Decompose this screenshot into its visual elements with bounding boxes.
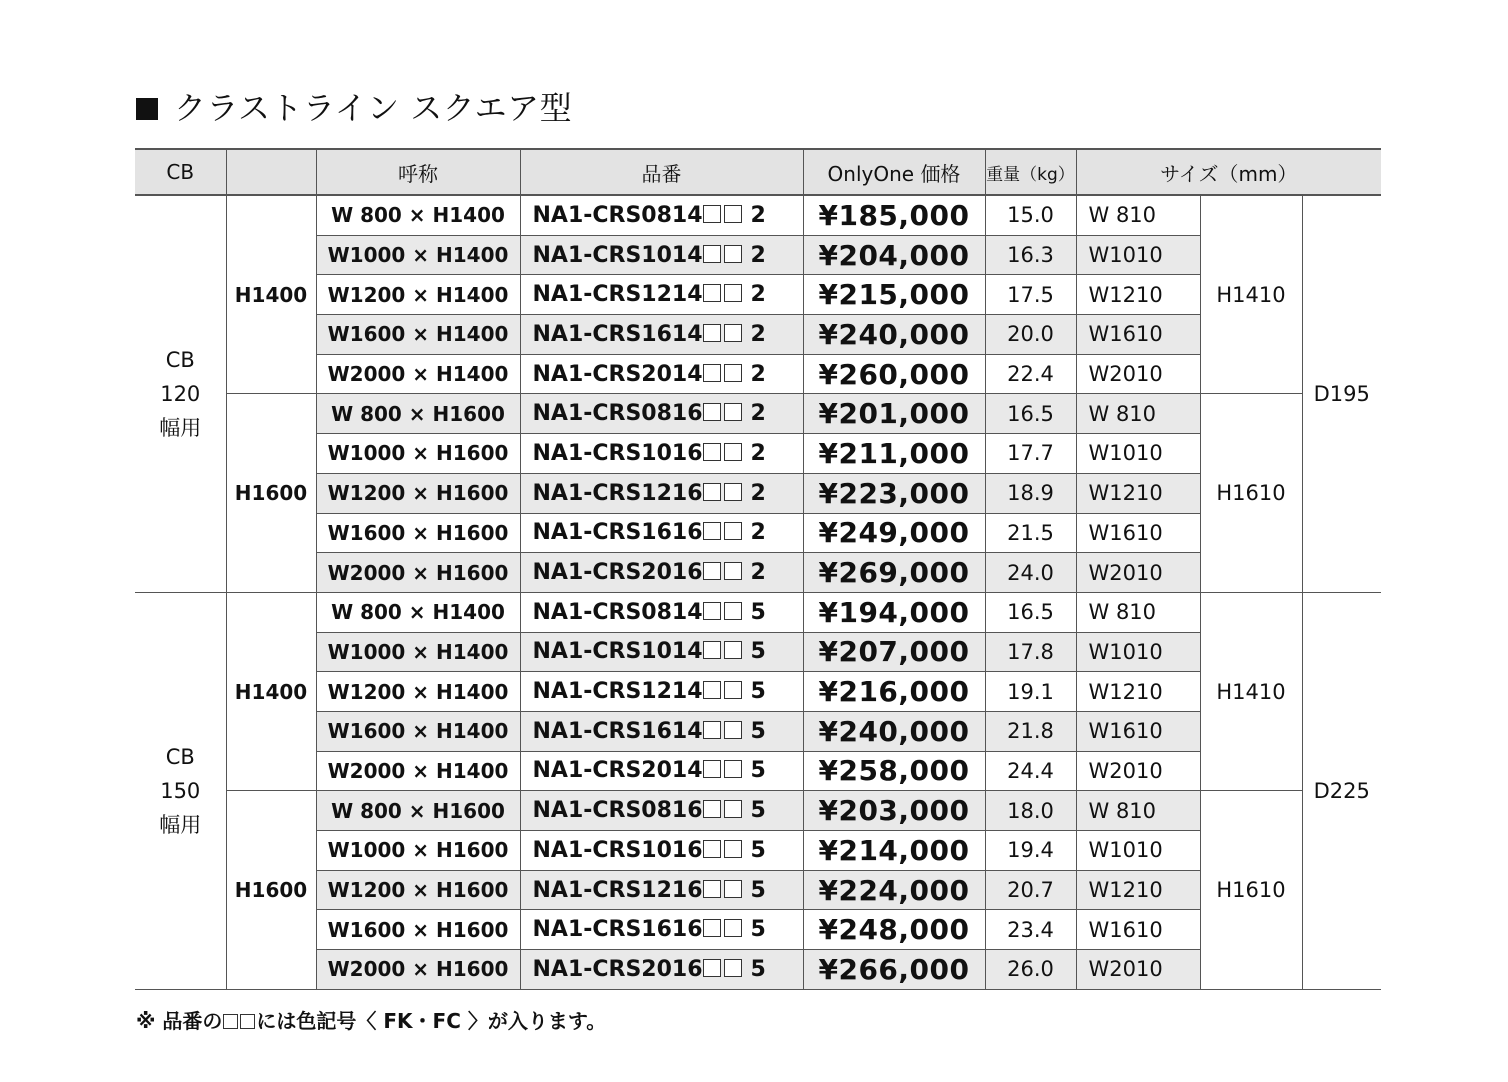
weight-cell: 17.7: [985, 434, 1076, 474]
weight-cell: 16.3: [985, 235, 1076, 275]
name-cell: W1000 × H1600: [316, 831, 520, 871]
price-cell: ¥194,000: [803, 592, 985, 632]
weight-cell: 19.1: [985, 672, 1076, 712]
part-number-cell: [520, 275, 803, 315]
price-cell: ¥260,000: [803, 354, 985, 394]
table-row: [135, 751, 1381, 791]
part-number: NA1-CRS2016: [532, 560, 703, 586]
weight-cell: 17.8: [985, 632, 1076, 672]
color-code-box-icon: [724, 284, 742, 302]
header-part: 品番: [520, 149, 803, 195]
cb-width-label: 120: [160, 381, 201, 406]
table-row: [135, 870, 1381, 910]
color-code-box-icon: [703, 522, 721, 540]
part-number-cell: [520, 315, 803, 355]
part-suffix: 5: [750, 718, 766, 744]
name-cell: W1600 × H1600: [316, 513, 520, 553]
part-number-cell: [520, 950, 803, 990]
color-code-box-icon: [724, 443, 742, 461]
part-number-cell: [520, 354, 803, 394]
cb-width-label: CB: [165, 347, 195, 372]
part-suffix: 2: [750, 440, 766, 466]
price-cell: ¥201,000: [803, 394, 985, 434]
size-width-cell: W1010: [1076, 235, 1200, 275]
part-suffix: 2: [750, 520, 766, 546]
color-code-box-icon: [703, 760, 721, 778]
part-suffix: 2: [750, 560, 766, 586]
table-row: [135, 711, 1381, 751]
table-row: [135, 473, 1381, 513]
weight-cell: 22.4: [985, 354, 1076, 394]
size-width-cell: W 810: [1076, 791, 1200, 831]
size-width-cell: W1010: [1076, 632, 1200, 672]
part-suffix: 5: [750, 877, 766, 903]
price-cell: ¥203,000: [803, 791, 985, 831]
weight-cell: 24.4: [985, 751, 1076, 791]
color-code-box-icon: [724, 641, 742, 659]
name-cell: W 800 × H1600: [316, 394, 520, 434]
price-cell: ¥240,000: [803, 711, 985, 751]
part-number: NA1-CRS1614: [532, 321, 703, 347]
part-number-cell: [520, 632, 803, 672]
part-number-cell: [520, 235, 803, 275]
table-row: [135, 235, 1381, 275]
table-row: [135, 553, 1381, 593]
color-code-box-icon: [703, 641, 721, 659]
color-code-box-icon: [703, 919, 721, 937]
name-cell: W1600 × H1600: [316, 910, 520, 950]
name-cell: W1200 × H1600: [316, 473, 520, 513]
table-header-row: [135, 149, 1381, 195]
part-suffix: 2: [750, 401, 766, 427]
table-row: [135, 513, 1381, 553]
size-width-cell: W 810: [1076, 592, 1200, 632]
color-code-box-icon: [703, 403, 721, 421]
name-cell: W2000 × H1400: [316, 354, 520, 394]
size-height-cell: H1610: [1200, 791, 1302, 989]
size-width-cell: W1610: [1076, 513, 1200, 553]
part-number-cell: [520, 394, 803, 434]
price-cell: ¥214,000: [803, 831, 985, 871]
part-suffix: 5: [750, 639, 766, 665]
color-code-box-icon: [724, 840, 742, 858]
part-number: NA1-CRS0816: [532, 798, 703, 824]
part-number: NA1-CRS1216: [532, 877, 703, 903]
weight-cell: 26.0: [985, 950, 1076, 990]
weight-cell: 16.5: [985, 592, 1076, 632]
part-number: NA1-CRS0814: [532, 202, 703, 228]
part-number: NA1-CRS1214: [532, 679, 703, 705]
color-code-box-icon: [724, 602, 742, 620]
size-width-cell: W1610: [1076, 711, 1200, 751]
table-row: [135, 950, 1381, 990]
price-cell: ¥211,000: [803, 434, 985, 474]
part-number-cell: [520, 553, 803, 593]
price-cell: ¥223,000: [803, 473, 985, 513]
part-suffix: 5: [750, 837, 766, 863]
color-code-box-icon: [724, 880, 742, 898]
header-price: OnlyOne 価格: [803, 149, 985, 195]
price-table: [135, 148, 1381, 990]
color-code-box-icon: [703, 681, 721, 699]
part-suffix: 2: [750, 242, 766, 268]
price-cell: ¥249,000: [803, 513, 985, 553]
size-width-cell: W2010: [1076, 354, 1200, 394]
cb-width-label: 150: [160, 778, 201, 803]
price-cell: ¥215,000: [803, 275, 985, 315]
part-number: NA1-CRS1614: [532, 718, 703, 744]
size-width-cell: W2010: [1076, 950, 1200, 990]
color-code-box-icon: [223, 1014, 238, 1029]
part-number-cell: [520, 434, 803, 474]
weight-cell: 20.0: [985, 315, 1076, 355]
name-cell: W1200 × H1400: [316, 672, 520, 712]
name-cell: W1000 × H1600: [316, 434, 520, 474]
weight-cell: 23.4: [985, 910, 1076, 950]
color-code-box-icon: [703, 800, 721, 818]
part-number: NA1-CRS1616: [532, 917, 703, 943]
part-number-cell: [520, 473, 803, 513]
size-width-cell: W1010: [1076, 831, 1200, 871]
part-suffix: 5: [750, 917, 766, 943]
name-cell: W1200 × H1600: [316, 870, 520, 910]
color-code-box-icon: [724, 959, 742, 977]
part-number-cell: [520, 513, 803, 553]
color-code-box-icon: [724, 721, 742, 739]
color-code-box-icon: [724, 760, 742, 778]
color-code-box-icon: [724, 681, 742, 699]
part-number: NA1-CRS1014: [532, 639, 703, 665]
weight-cell: 18.0: [985, 791, 1076, 831]
header-cb: CB: [135, 149, 226, 195]
color-code-box-icon: [240, 1014, 255, 1029]
part-suffix: 5: [750, 798, 766, 824]
size-depth-cell: D225: [1302, 592, 1381, 989]
part-number-cell: [520, 870, 803, 910]
height-cell: H1600: [226, 791, 316, 989]
name-cell: W1600 × H1400: [316, 711, 520, 751]
table-row: [135, 632, 1381, 672]
table-row: [135, 434, 1381, 474]
footnote: [136, 1004, 606, 1038]
page-title-text: クラストライン スクエア型: [174, 89, 573, 127]
cb-width-label: 幅用: [159, 415, 202, 440]
name-cell: W1000 × H1400: [316, 235, 520, 275]
header-blank: [226, 149, 316, 195]
color-code-box-icon: [703, 840, 721, 858]
color-code-box-icon: [703, 602, 721, 620]
size-width-cell: W1010: [1076, 434, 1200, 474]
price-cell: ¥185,000: [803, 195, 985, 235]
table-row: [135, 275, 1381, 315]
table-row: [135, 315, 1381, 355]
table-row: [135, 592, 1381, 632]
part-number-cell: [520, 592, 803, 632]
color-code-box-icon: [724, 483, 742, 501]
color-code-box-icon: [703, 959, 721, 977]
part-number-cell: [520, 910, 803, 950]
color-code-box-icon: [724, 562, 742, 580]
name-cell: W 800 × H1600: [316, 791, 520, 831]
color-code-box-icon: [724, 324, 742, 342]
cb-width-label: 幅用: [159, 812, 202, 837]
size-width-cell: W 810: [1076, 195, 1200, 235]
color-code-box-icon: [724, 800, 742, 818]
color-code-box-icon: [703, 284, 721, 302]
size-width-cell: W1210: [1076, 473, 1200, 513]
cb-width-cell: [135, 195, 226, 592]
part-number: NA1-CRS0816: [532, 401, 703, 427]
color-code-box-icon: [703, 205, 721, 223]
name-cell: W 800 × H1400: [316, 592, 520, 632]
part-number-cell: [520, 751, 803, 791]
table-row: [135, 195, 1381, 235]
height-cell: H1600: [226, 394, 316, 592]
table-row: [135, 394, 1381, 434]
size-width-cell: W 810: [1076, 394, 1200, 434]
square-bullet-icon: [136, 98, 158, 120]
part-number-cell: [520, 711, 803, 751]
price-cell: ¥207,000: [803, 632, 985, 672]
part-number: NA1-CRS2014: [532, 361, 703, 387]
height-cell: H1400: [226, 195, 316, 394]
weight-cell: 21.5: [985, 513, 1076, 553]
weight-cell: 16.5: [985, 394, 1076, 434]
color-code-box-icon: [724, 205, 742, 223]
part-number: NA1-CRS0814: [532, 599, 703, 625]
color-code-box-icon: [703, 324, 721, 342]
table-row: [135, 831, 1381, 871]
color-code-box-icon: [703, 562, 721, 580]
part-number: NA1-CRS1014: [532, 242, 703, 268]
part-number: NA1-CRS1616: [532, 520, 703, 546]
price-cell: ¥269,000: [803, 553, 985, 593]
name-cell: W2000 × H1600: [316, 553, 520, 593]
table-row: [135, 910, 1381, 950]
table-row: [135, 791, 1381, 831]
page-title: [136, 86, 572, 130]
part-suffix: 2: [750, 202, 766, 228]
cb-width-cell: [135, 592, 226, 989]
weight-cell: 19.4: [985, 831, 1076, 871]
part-suffix: 2: [750, 321, 766, 347]
table-body: [135, 195, 1381, 989]
price-cell: ¥204,000: [803, 235, 985, 275]
weight-cell: 17.5: [985, 275, 1076, 315]
price-cell: ¥224,000: [803, 870, 985, 910]
part-suffix: 2: [750, 480, 766, 506]
color-code-box-icon: [703, 880, 721, 898]
header-weight: 重量（kg）: [985, 149, 1076, 195]
name-cell: W1000 × H1400: [316, 632, 520, 672]
size-width-cell: W1210: [1076, 672, 1200, 712]
name-cell: W1600 × H1400: [316, 315, 520, 355]
part-number: NA1-CRS1016: [532, 837, 703, 863]
part-suffix: 5: [750, 956, 766, 982]
size-width-cell: W1210: [1076, 275, 1200, 315]
color-code-box-icon: [703, 245, 721, 263]
footnote-suffix: には色記号〈 FK・FC 〉が入ります。: [256, 1009, 607, 1033]
price-cell: ¥258,000: [803, 751, 985, 791]
weight-cell: 15.0: [985, 195, 1076, 235]
part-suffix: 2: [750, 282, 766, 308]
weight-cell: 24.0: [985, 553, 1076, 593]
height-cell: H1400: [226, 592, 316, 790]
weight-cell: 21.8: [985, 711, 1076, 751]
size-width-cell: W1210: [1076, 870, 1200, 910]
color-code-box-icon: [724, 522, 742, 540]
price-cell: ¥240,000: [803, 315, 985, 355]
part-number: NA1-CRS1214: [532, 282, 703, 308]
part-number: NA1-CRS1216: [532, 480, 703, 506]
weight-cell: 20.7: [985, 870, 1076, 910]
size-width-cell: W1610: [1076, 910, 1200, 950]
size-height-cell: H1410: [1200, 195, 1302, 394]
size-height-cell: H1410: [1200, 592, 1302, 790]
part-number-cell: [520, 195, 803, 235]
price-cell: ¥248,000: [803, 910, 985, 950]
color-code-box-icon: [724, 364, 742, 382]
part-number-cell: [520, 831, 803, 871]
color-code-box-icon: [724, 245, 742, 263]
name-cell: W 800 × H1400: [316, 195, 520, 235]
part-number-cell: [520, 672, 803, 712]
color-code-box-icon: [703, 364, 721, 382]
part-suffix: 2: [750, 361, 766, 387]
name-cell: W2000 × H1600: [316, 950, 520, 990]
table-row: [135, 672, 1381, 712]
color-code-box-icon: [703, 443, 721, 461]
color-code-box-icon: [724, 919, 742, 937]
color-code-box-icon: [703, 483, 721, 501]
color-code-box-icon: [724, 403, 742, 421]
part-suffix: 5: [750, 679, 766, 705]
table-row: [135, 354, 1381, 394]
footnote-prefix: ※ 品番の: [136, 1009, 223, 1033]
color-code-box-icon: [703, 721, 721, 739]
header-name: 呼称: [316, 149, 520, 195]
part-suffix: 5: [750, 599, 766, 625]
part-suffix: 5: [750, 758, 766, 784]
size-height-cell: H1610: [1200, 394, 1302, 592]
weight-cell: 18.9: [985, 473, 1076, 513]
part-number: NA1-CRS2014: [532, 758, 703, 784]
price-cell: ¥216,000: [803, 672, 985, 712]
part-number: NA1-CRS2016: [532, 956, 703, 982]
cb-width-label: CB: [165, 744, 195, 769]
size-depth-cell: D195: [1302, 195, 1381, 592]
header-size: サイズ（mm）: [1076, 149, 1381, 195]
size-width-cell: W2010: [1076, 751, 1200, 791]
size-width-cell: W2010: [1076, 553, 1200, 593]
size-width-cell: W1610: [1076, 315, 1200, 355]
name-cell: W1200 × H1400: [316, 275, 520, 315]
part-number-cell: [520, 791, 803, 831]
price-cell: ¥266,000: [803, 950, 985, 990]
part-number: NA1-CRS1016: [532, 440, 703, 466]
name-cell: W2000 × H1400: [316, 751, 520, 791]
